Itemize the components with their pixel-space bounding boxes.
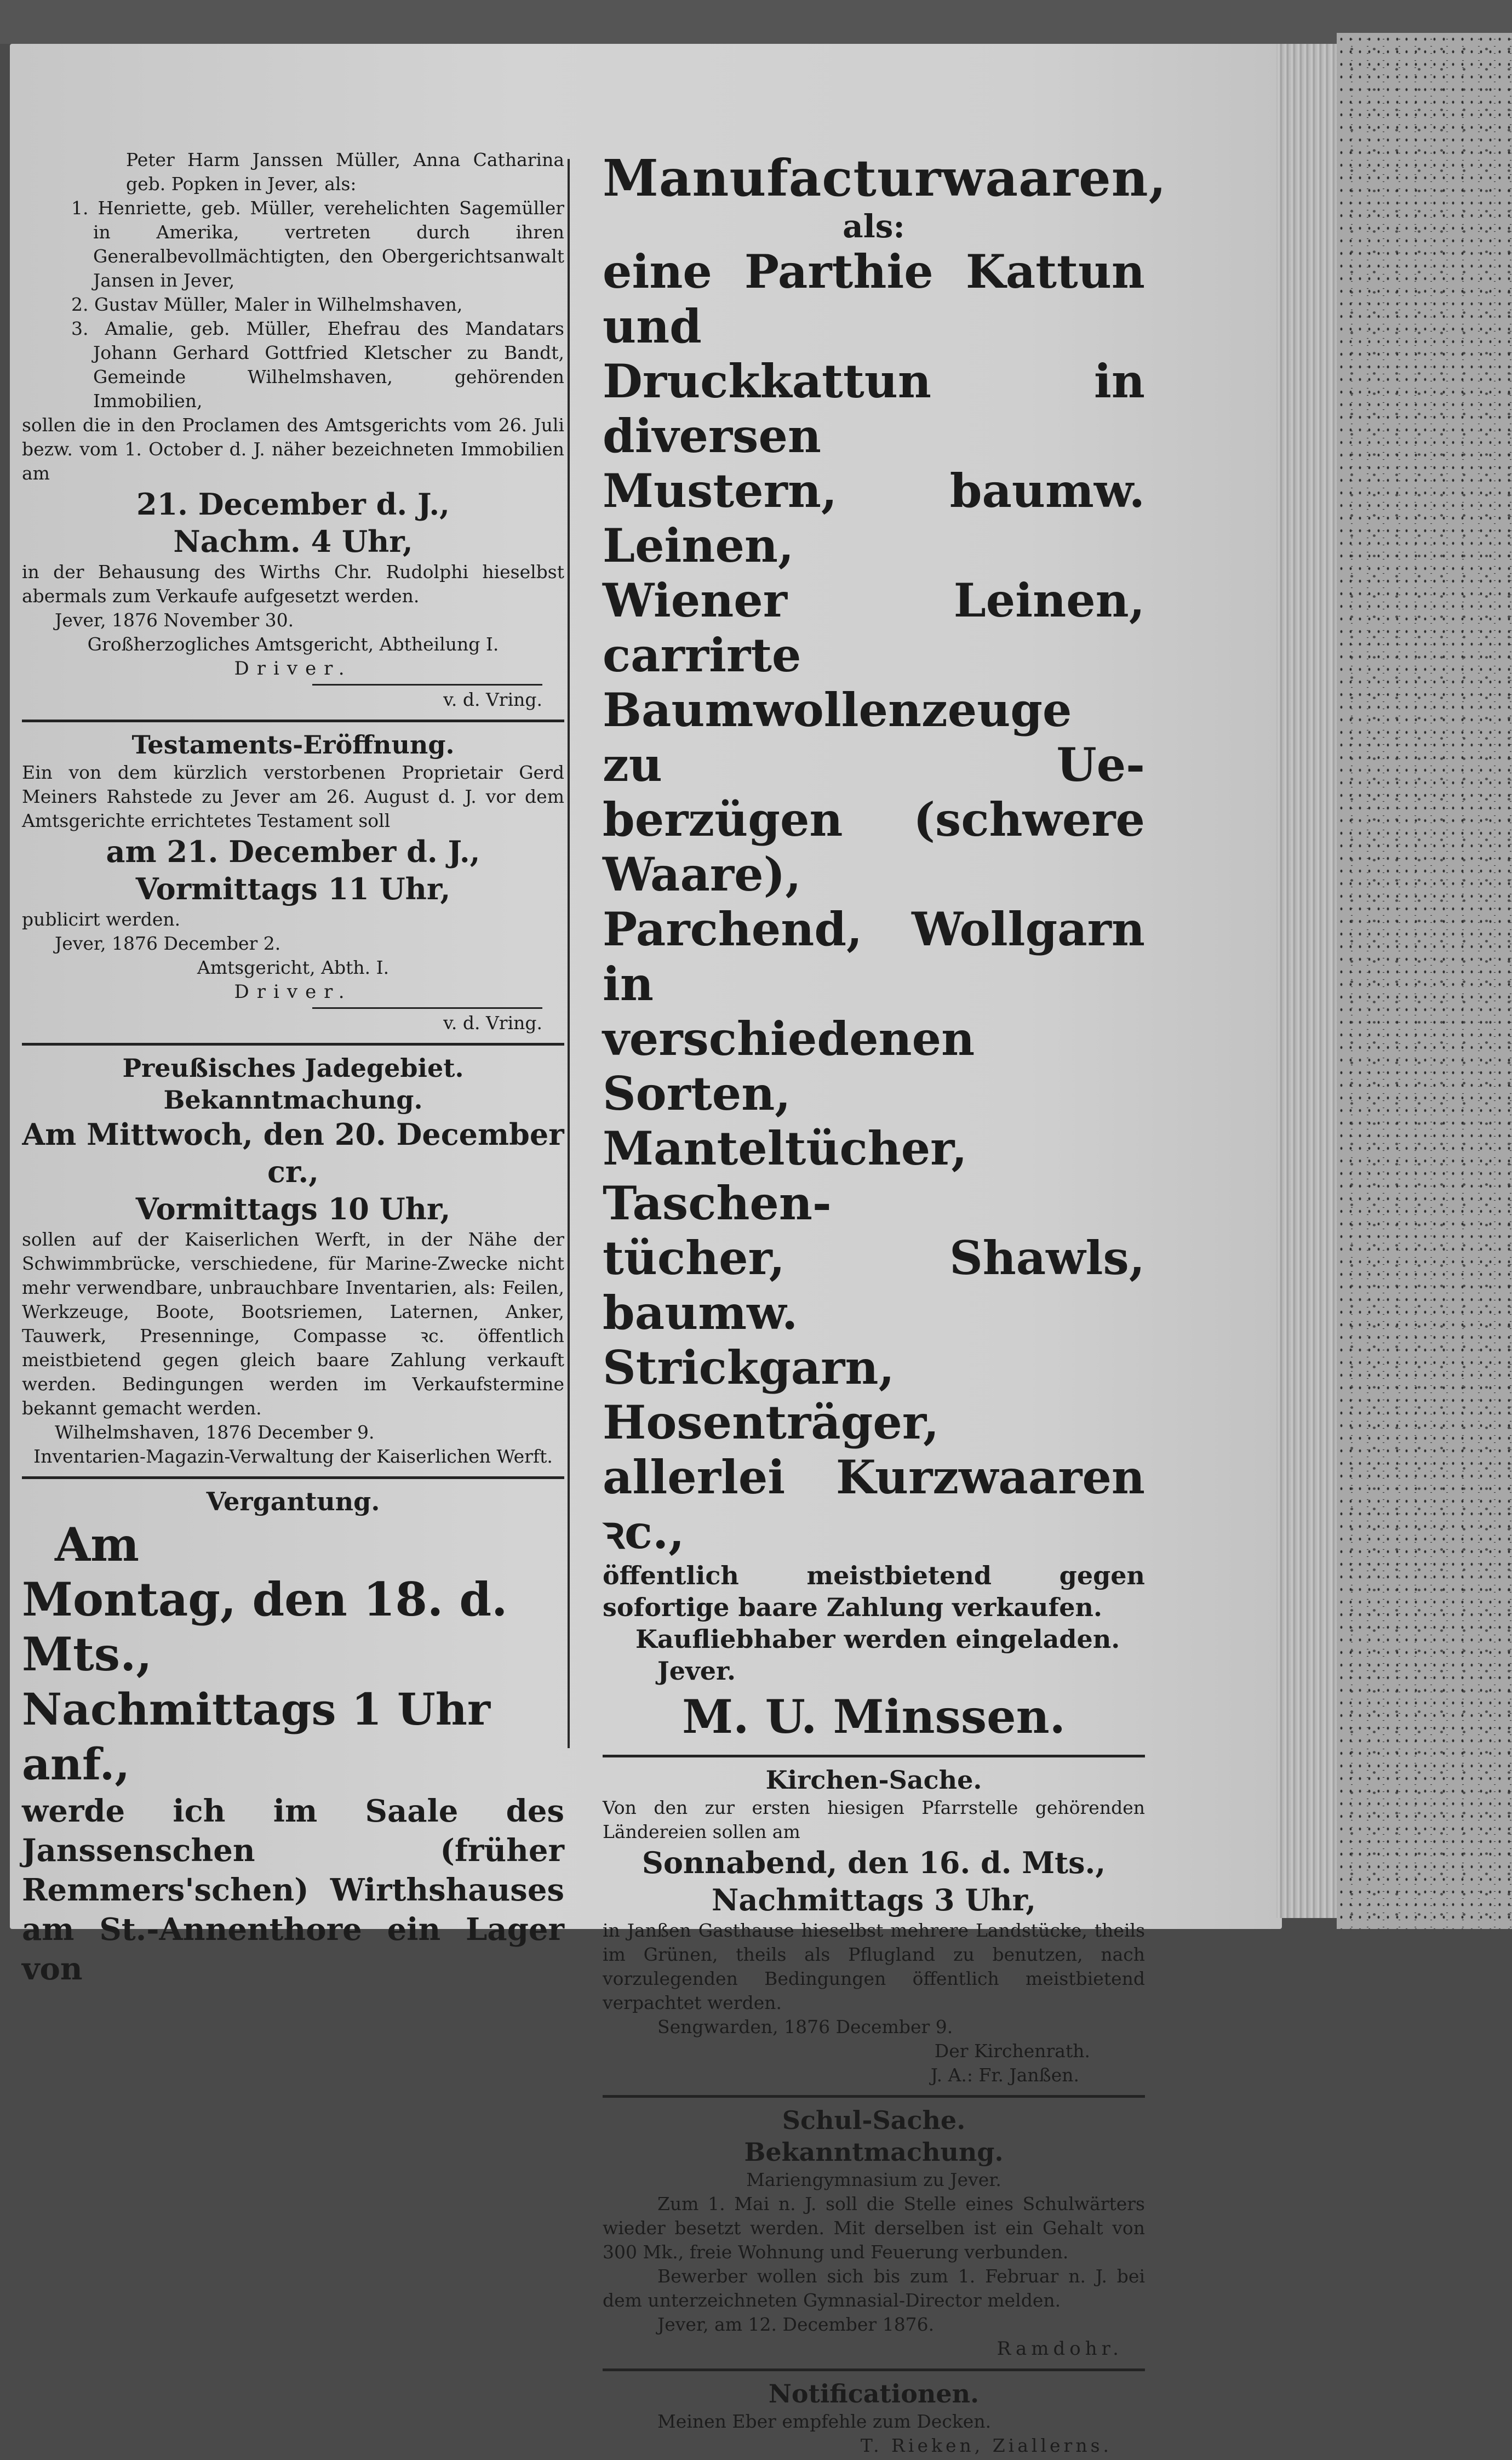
jadegebiet-subtitle: Bekanntmachung. (163, 1085, 423, 1115)
section-rule (603, 2095, 1145, 2098)
manufactur-als: als: (843, 208, 905, 245)
speckled-book-edge (1337, 33, 1512, 1929)
testament-notice (22, 729, 564, 1035)
schul-title: Schul-Sache. (782, 2105, 966, 2135)
kirchen-body-2: in Janßen Gasthause hieselbst mehrere Landstücke, theils im Grünen, theils als Pflugland zu benutzen, nach vorzulegenden Bedingungen öffentlich meistbietend verpachtet werden. (603, 1920, 1145, 2013)
manufactur-line: berzügen (schwere Waare), (603, 792, 1145, 901)
manufactur-signature: M. U. Minssen. (682, 1690, 1066, 1744)
section-rule (603, 1755, 1145, 1757)
kirchen-authority: Der Kirchenrath. (934, 2040, 1090, 2062)
manufactur-place: Jever. (657, 1656, 736, 1686)
auction-body: sollen die in den Proclamen des Amtsgerichts vom 26. Juli bezw. vom 1. October d. J. näher bezeichneten Immobilien am (22, 414, 564, 484)
signature-rule (312, 684, 542, 686)
manufactur-line: verschiedenen Sorten, (603, 1012, 975, 1121)
kirchen-place-date: Sengwarden, 1876 December 9. (657, 2016, 953, 2037)
auction-notice (22, 148, 564, 712)
jadegebiet-notice (22, 1052, 564, 1469)
right-column (603, 148, 1167, 2460)
testament-authority: Amtsgericht, Abth. I. (197, 957, 390, 978)
auction-body-2: in der Behausung des Wirths Chr. Rudolphi hieselbst abermals zum Verkaufe aufgesetzt werden. (22, 561, 564, 607)
heirs-intro: Peter Harm Janssen Müller, Anna Catharina geb. Popken in Jever, als: (126, 149, 564, 195)
scan-background-top (0, 0, 1512, 44)
section-rule (22, 1476, 564, 1479)
manufactur-line: Baumwollenzeuge zu Ue- (603, 683, 1145, 792)
schul-body: Zum 1. Mai n. J. soll die Stelle eines Schulwärters wieder besetzt werden. Mit derselben ist ein Gehalt von 300 Mk., freie Wohnung und Feuerung verbunden. (603, 2193, 1145, 2263)
kirchen-signature: J. A.: Fr. Janßen. (930, 2064, 1079, 2086)
jadegebiet-body: sollen auf der Kaiserlichen Werft, in der Nähe der Schwimmbrücke, verschiedene, für Marine-Zwecke nicht mehr verwendbare, unbrauchbare Inventarien, als: Feilen, Werkzeuge, Boote, Bootsriemen, Laternen, Anker, Tauwerk, Presenninge, Compasse ꝛc. öffentlich meistbietend gegen gleich baare Zahlung verkauft werden. Bedingungen werden im Verkaufstermine bekannt gemacht werden. (22, 1229, 564, 1419)
jadegebiet-title: Preußisches Jadegebiet. (122, 1053, 464, 1083)
kirchen-date: Sonnabend, den 16. d. Mts., (642, 1845, 1106, 1880)
manufactur-line: allerlei Kurzwaaren ꝛc., (603, 1450, 1145, 1559)
notif-body: Meinen Eber empfehle zum Decken. (657, 2411, 992, 2432)
manufactur-line: eine Parthie Kattun und (603, 244, 1145, 353)
schul-body-2: Bewerber wollen sich bis zum 1. Februar n. J. bei dem unterzeichneten Gymnasial-Director melden. (603, 2265, 1145, 2311)
jadegebiet-date: Am Mittwoch, den 20. December cr., (22, 1117, 564, 1189)
manufactur-line: Manteltücher, Taschen- (603, 1121, 967, 1230)
schul-notice (603, 2104, 1145, 2361)
kirchen-body: Von den zur ersten hiesigen Pfarrstelle gehörenden Ländereien sollen am (603, 1797, 1145, 1842)
schul-subtitle: Bekanntmachung. (744, 2137, 1004, 2167)
testament-cosign: v. d. Vring. (443, 1012, 542, 1034)
manufactur-invite: Kaufliebhaber werden eingeladen. (635, 1624, 1120, 1654)
manufactur-line: Wiener Leinen, carrirte (603, 573, 1145, 682)
testament-signature: Driver. (234, 981, 352, 1003)
testament-date: am 21. December d. J., (106, 834, 480, 869)
schul-signature: Ramdohr. (996, 2338, 1123, 2360)
testament-title: Testaments-Eröffnung. (131, 730, 455, 760)
schul-institution: Mariengymnasium zu Jever. (746, 2169, 1001, 2190)
left-column (22, 148, 564, 1991)
manufactur-body: öffentlich meistbietend gegen sofortige baare Zahlung verkaufen. (603, 1561, 1145, 1622)
auction-date: 21. December d. J., (136, 487, 450, 522)
kirchen-time: Nachmittags 3 Uhr, (711, 1882, 1036, 1917)
heir-item: 1. Henriette, geb. Müller, verehelichten Sagemüller in Amerika, vertreten durch ihren Generalbevollmächtigten, den Obergerichtsanwalt Jansen in Jever, (71, 197, 564, 291)
testament-time: Vormittags 11 Uhr, (135, 871, 451, 906)
manufactur-line: tücher, Shawls, baumw. (603, 1231, 1145, 1340)
kirchen-title: Kirchen-Sache. (765, 1765, 982, 1795)
auction-place-date: Jever, 1876 November 30. (55, 609, 294, 631)
manufactur-ad (603, 148, 1167, 1747)
notif-title: Notificationen. (768, 2379, 980, 2408)
vergantung-body: werde ich im Saale des Janssenschen (früher Remmers'schen) Wirthshauses am St.-Annenthore ein Lager von (22, 1793, 564, 1987)
schul-place-date: Jever, am 12. December 1876. (657, 2314, 935, 2335)
book-page-edges (1276, 44, 1337, 1918)
testament-body: Ein von dem kürzlich verstorbenen Proprietair Gerd Meiners Rahstede zu Jever am 26. August d. J. vor dem Amtsgerichte errichtetes Testament soll (22, 762, 564, 831)
auction-time: Nachm. 4 Uhr, (173, 524, 413, 559)
manufactur-line: Mustern, baumw. Leinen, (603, 464, 1145, 573)
notif-signature: T. Rieken, Ziallerns. (860, 2435, 1112, 2456)
manufactur-line: Druckkattun in diversen (603, 354, 1145, 463)
heir-item: 2. Gustav Müller, Maler in Wilhelmshaven, (71, 294, 463, 315)
auction-cosign: v. d. Vring. (443, 689, 542, 710)
section-rule (22, 1043, 564, 1046)
jadegebiet-place-date: Wilhelmshaven, 1876 December 9. (55, 1422, 375, 1443)
vergantung-line-2: Montag, den 18. d. Mts., (22, 1572, 508, 1681)
notif-notice (603, 2378, 1145, 2458)
section-rule (22, 720, 564, 722)
auction-signature: Driver. (234, 658, 352, 680)
auction-authority: Großherzogliches Amtsgericht, Abtheilung I. (87, 633, 499, 655)
kirchen-notice (603, 1764, 1145, 2087)
signature-rule (312, 1007, 542, 1009)
heir-item: 3. Amalie, geb. Müller, Ehefrau des Mandatars Johann Gerhard Gottfried Kletscher zu Bandt, Gemeinde Wilhelmshaven, gehörenden Immobilien, (71, 318, 564, 412)
jadegebiet-time: Vormittags 10 Uhr, (135, 1191, 451, 1226)
jadegebiet-authority: Inventarien-Magazin-Verwaltung der Kaiserlichen Werft. (33, 1446, 553, 1467)
vergantung-title: Vergantung. (206, 1487, 380, 1516)
testament-body-2: publicirt werden. (22, 909, 181, 930)
section-rule (603, 2368, 1145, 2371)
testament-place-date: Jever, 1876 December 2. (55, 933, 281, 954)
vergantung-notice (22, 1486, 564, 1989)
manufactur-line: Parchend, Wollgarn in (603, 902, 1145, 1011)
vergantung-line-1: Am (55, 1517, 140, 1572)
vergantung-line-3: Nachmittags 1 Uhr anf., (22, 1683, 491, 1790)
column-divider (568, 159, 570, 1748)
manufactur-title: Manufacturwaaren, (603, 149, 1167, 208)
manufactur-line: Strickgarn, Hosenträger, (603, 1340, 940, 1449)
